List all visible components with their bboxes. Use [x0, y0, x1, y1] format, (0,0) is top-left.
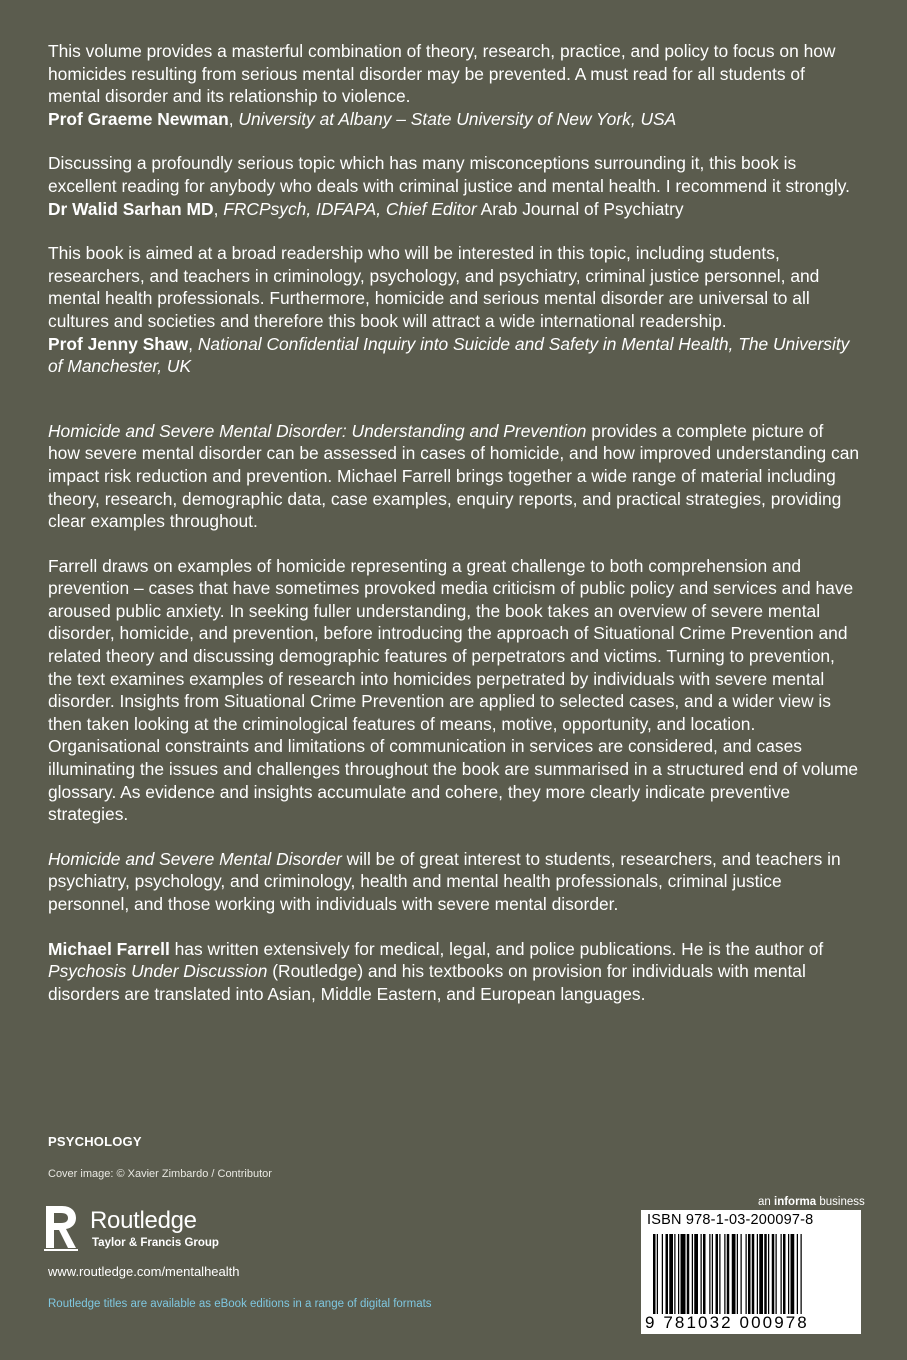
barcode-stripe [748, 1234, 751, 1314]
barcode-stripe [678, 1234, 679, 1314]
barcode-stripe [712, 1234, 713, 1314]
barcode-stripe [732, 1234, 736, 1314]
book-title: Homicide and Severe Mental Disorder [48, 848, 342, 869]
barcode-stripe [797, 1234, 798, 1314]
barcode-stripe [788, 1234, 789, 1314]
barcode-stripe [687, 1234, 690, 1314]
barcode-stripe [703, 1234, 706, 1314]
endorser-name: Prof Graeme Newman [48, 108, 229, 129]
author-bio: Michael Farrell has written extensively for medical, legal, and police publications. He is the author of Psychosis Under Discussion (Routledge) and his textbooks on provision for individuals with mental disorders are translated into Asian, Middle Eastern, and European languages. [48, 938, 824, 1004]
book-title: Homicide and Severe Mental Disorder: Understanding and Prevention [48, 420, 587, 441]
barcode-stripe [768, 1234, 769, 1314]
barcode-stripe [719, 1234, 720, 1314]
barcode-digits: 9 781032 000978 [645, 1313, 809, 1332]
isbn-number: ISBN 978-1-03-200097-8 [647, 1212, 814, 1228]
barcode-stripe [669, 1234, 673, 1314]
endorsement-2 [48, 152, 860, 220]
endorser-journal: Arab Journal of Psychiatry [480, 198, 684, 219]
blurb-paragraph-1: Homicide and Severe Mental Disorder: Understanding and Prevention provides a complete picture of how severe mental disorder can be assessed in cases of homicide, and how improved understanding can impact risk reduction and prevention. Michael Farrell brings together a wide range of material including theory, research, demographic data, case examples, enquiry reports, and practical strategies, providing clear examples throughout. [48, 420, 860, 532]
barcode-stripe [741, 1234, 742, 1314]
endorser-affiliation: National Confidential Inquiry into Suicide and Safety in Mental Health, The University of Manchester, UK [48, 333, 850, 377]
barcode-stripe [746, 1234, 747, 1314]
barcode-stripe [692, 1234, 693, 1314]
routledge-r-icon [42, 1204, 82, 1252]
cover-credit: Cover image: © Xavier Zimbardo / Contributor [48, 1168, 272, 1180]
endorser-name: Dr Walid Sarhan MD [48, 198, 214, 219]
barcode-stripe [727, 1234, 730, 1314]
barcode-stripe [657, 1234, 658, 1314]
endorsement-text: This book is aimed at a broad readership who will be interested in this topic, including students, researchers, and teachers in criminology, psychology, and psychiatry, criminal justice personnel, and mental health professionals. Furthermore, homicide and serious mental disorder are universal to all cultures and societies and therefore this book will attract a wide international readership. [48, 243, 820, 331]
barcode-stripe [772, 1234, 775, 1314]
barcode-stripe [737, 1234, 738, 1314]
barcode-stripe [662, 1234, 663, 1314]
barcode-stripe [801, 1234, 802, 1314]
barcode-stripe [752, 1234, 755, 1314]
endorsement-text: Discussing a profoundly serious topic which has many misconceptions surrounding it, this book is excellent reading for anybody who deals with criminal justice and mental health. I recommend it strongly. [48, 153, 850, 196]
endorsement-3 [48, 242, 860, 378]
publisher-url: www.routledge.com/mentalhealth [48, 1264, 240, 1279]
back-cover-text [48, 40, 860, 1027]
endorser-affiliation: FRCPsych, IDFAPA, Chief Editor [223, 198, 477, 219]
barcode-stripe [781, 1234, 782, 1314]
publisher-name: Routledge [90, 1207, 197, 1234]
barcode-stripe [701, 1234, 702, 1314]
barcode-stripe [681, 1234, 686, 1314]
endorsement-attribution: Dr Walid Sarhan MD, FRCPsych, IDFAPA, Chief Editor Arab Journal of Psychiatry [48, 198, 684, 219]
publisher-group: Taylor & Francis Group [92, 1237, 219, 1249]
barcode-stripe [653, 1234, 656, 1314]
endorsement-1 [48, 40, 860, 130]
endorser-affiliation: University at Albany – State University of New York, USA [238, 108, 677, 129]
barcode-stripe [716, 1234, 719, 1314]
endorsement-attribution: Prof Graeme Newman, University at Albany – State University of New York, USA [48, 108, 677, 129]
author-name: Michael Farrell [48, 938, 170, 959]
barcode-stripe [694, 1234, 698, 1314]
author-book-title: Psychosis Under Discussion [48, 961, 268, 982]
barcode-stripe [724, 1234, 725, 1314]
barcode-stripe [783, 1234, 786, 1314]
isbn-barcode [641, 1210, 861, 1334]
blurb-paragraph-2: Farrell draws on examples of homicide representing a great challenge to both comprehension and prevention – cases that have sometimes provoked media criticism of public policy and services and have aroused public anxiety. In seeking fuller understanding, the book takes an overview of severe mental disorder, homicide, and prevention, before introducing the approach of Situational Crime Prevention and related theory and discussing demographic features of perpetrators and victims. Turning to prevention, the text examines examples of research into homicides perpetrated by individuals with severe mental disorder. Insights from Situational Crime Prevention are applied to selected cases, and a wider view is then taken looking at the criminological features of means, motive, opportunity, and location. Organisational constraints and limitations of communication in services are considered, and cases illuminating the issues and challenges throughout the book are summarised in a structured end of volume glossary. As evidence and insights accumulate and cohere, they more clearly indicate preventive strategies. [48, 555, 859, 825]
informa-business-label: an informa business [758, 1196, 865, 1208]
publisher-logo [42, 1204, 282, 1254]
barcode-stripe [674, 1234, 675, 1314]
barcode-stripe [791, 1234, 795, 1314]
barcode-stripe [776, 1234, 777, 1314]
endorsement-text: This volume provides a masterful combination of theory, research, practice, and policy to focus on how homicides resulting from serious mental disorder may be prevented. A must read for all students of mental disorder and its relationship to violence. [48, 41, 836, 107]
barcode-stripe [759, 1234, 763, 1314]
barcode-stripe [764, 1234, 767, 1314]
barcode-stripe [757, 1234, 758, 1314]
endorsement-attribution: Prof Jenny Shaw, National Confidential Inquiry into Suicide and Safety in Mental Health, The University of Manchester, UK [48, 333, 850, 377]
ebook-note: Routledge titles are available as eBook editions in a range of digital formats [48, 1298, 432, 1310]
barcode-stripe [666, 1234, 669, 1314]
barcode-stripe [709, 1234, 710, 1314]
subject-category: PSYCHOLOGY [48, 1134, 142, 1149]
endorser-name: Prof Jenny Shaw [48, 333, 189, 354]
blurb-paragraph-3: Homicide and Severe Mental Disorder will be of great interest to students, researchers, and teachers in psychiatry, psychology, and criminology, health and mental health professionals, criminal justice personnel, and those working with individuals with severe mental disorder. [48, 848, 841, 914]
barcode-icon [645, 1234, 857, 1314]
